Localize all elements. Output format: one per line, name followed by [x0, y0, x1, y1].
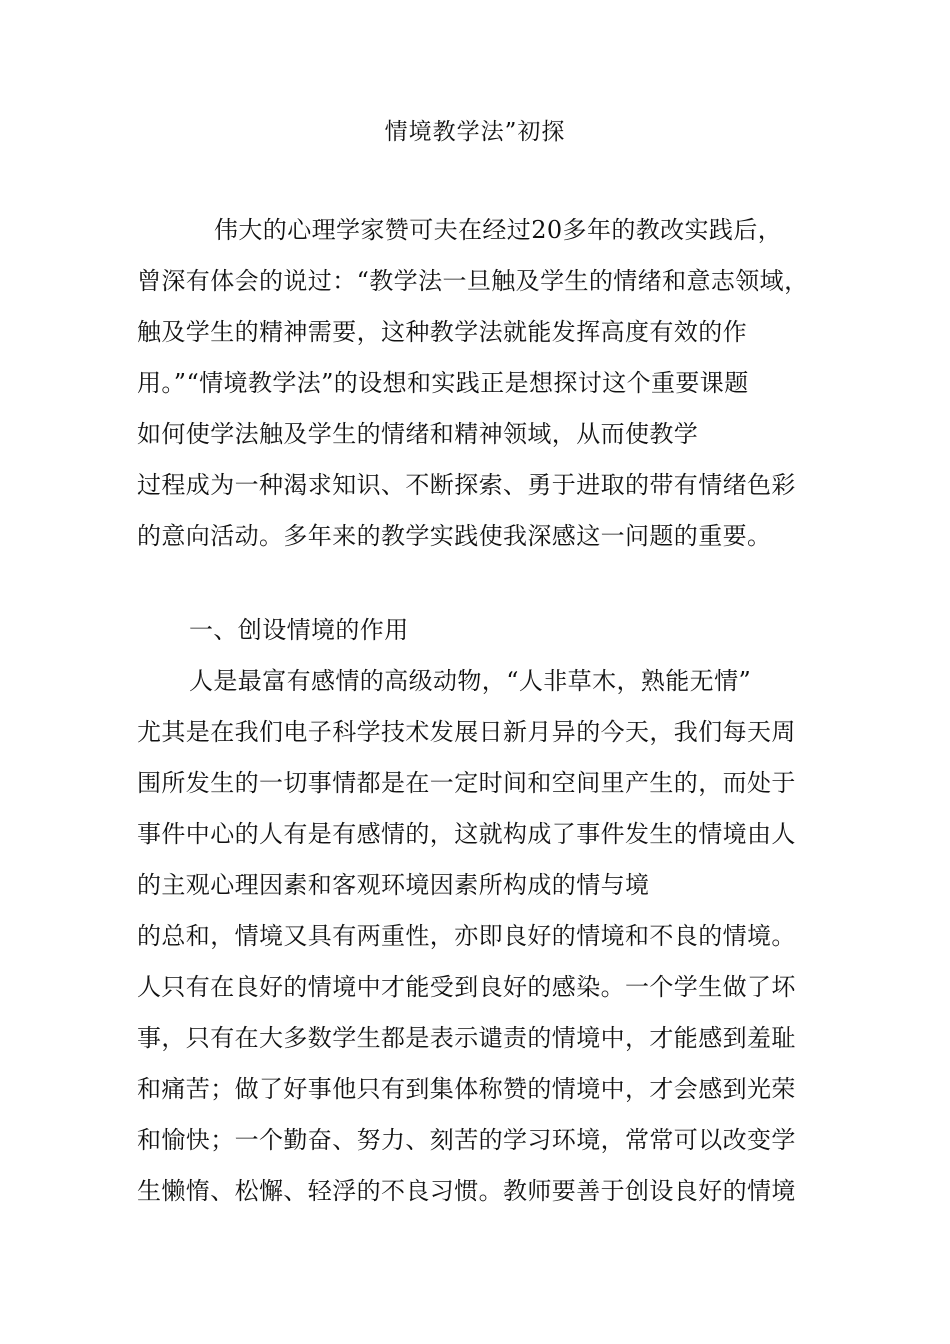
paragraph-line: 生懒惰、松懈、轻浮的不良习惯。教师要善于创设良好的情境	[137, 1177, 796, 1205]
paragraph-line: 尤其是在我们电子科学技术发展日新月异的今天，我们每天周	[137, 718, 796, 746]
paragraph-line: 曾深有体会的说过：“教学法一旦触及学生的情绪和意志领域，	[137, 267, 809, 295]
paragraph-line: 用。”“情境教学法”的设想和实践正是想探讨这个重要课题	[137, 369, 749, 397]
paragraph-line: 的意向活动。多年来的教学实践使我深感这一问题的重要。	[137, 522, 772, 550]
paragraph-line: 如何使学法触及学生的情绪和精神领域，从而使教学	[137, 420, 699, 448]
paragraph-line: 事，只有在大多数学生都是表示谴责的情境中，才能感到羞耻	[137, 1024, 796, 1052]
paragraph-line: 过程成为一种渴求知识、不断探索、勇于进取的带有情绪色彩	[137, 471, 796, 499]
paragraph-line: 和愉快；一个勤奋、努力、刻苦的学习环境，常常可以改变学	[137, 1126, 796, 1154]
paragraph-line: 事件中心的人有是有感情的，这就构成了事件发生的情境由人	[137, 820, 796, 848]
paragraph-line: 人只有在良好的情境中才能受到良好的感染。一个学生做了坏	[137, 973, 796, 1001]
paragraph-line: 围所发生的一切事情都是在一定时间和空间里产生的，而处于	[137, 769, 796, 797]
document-title: 情境教学法”初探	[384, 119, 566, 145]
intro-paragraph	[137, 205, 837, 562]
paragraph-line: 的主观心理因素和客观环境因素所构成的情与境	[137, 871, 650, 899]
paragraph-line: 触及学生的精神需要，这种教学法就能发挥高度有效的作	[137, 318, 747, 346]
section-heading: 一、创设情境的作用	[189, 616, 409, 644]
paragraph-line: 人是最富有感情的高级动物，“人非草木，熟能无情”	[189, 667, 752, 695]
paragraph-line: 伟大的心理学家赞可夫在经过20多年的教改实践后，	[214, 216, 783, 244]
section-1	[137, 605, 837, 1217]
paragraph-line: 和痛苦；做了好事他只有到集体称赞的情境中，才会感到光荣	[137, 1075, 796, 1103]
paragraph-line: 的总和，情境又具有两重性，亦即良好的情境和不良的情境。	[137, 922, 796, 950]
